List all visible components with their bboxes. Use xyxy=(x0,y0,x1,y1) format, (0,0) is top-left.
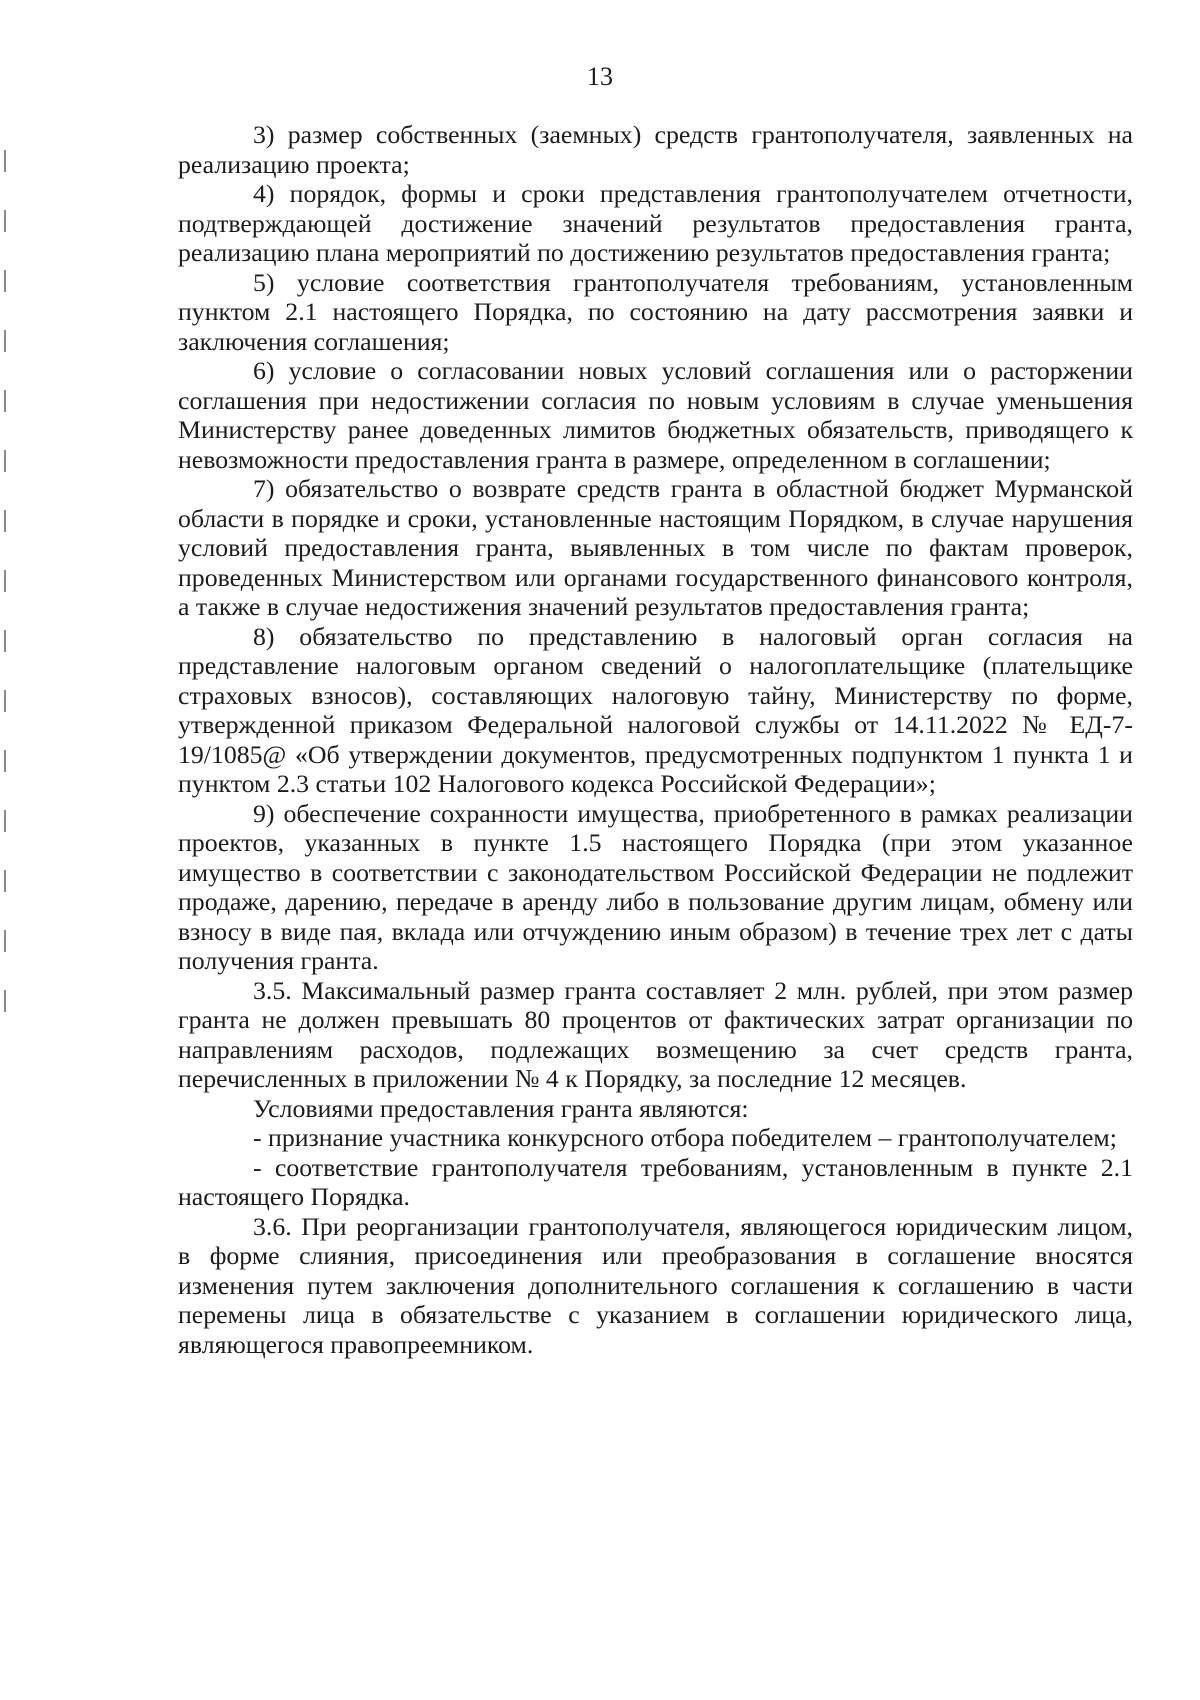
document-body xyxy=(178,120,1133,1359)
paragraph-condition-2: - соответствие грантополучателя требованиям, установленным в пункте 2.1 настоящего Порядка. xyxy=(178,1152,1133,1211)
paragraph-item-5: 5) условие соответствия грантополучателя требованиям, установленным пунктом 2.1 настоящего Порядка, по состоянию на дату рассмотрения заявки и заключения соглашения; xyxy=(178,267,1133,356)
scan-edge-mark xyxy=(4,150,6,1030)
paragraph-section-3-5: 3.5. Максимальный размер гранта составляет 2 млн. рублей, при этом размер гранта не должен превышать 80 процентов от фактических затрат организации по направлениям расходов, подлежащих возмещению за счет средств гранта, перечисленных в приложении № 4 к Порядку, за последние 12 месяцев. xyxy=(178,975,1133,1093)
paragraph-conditions-heading: Условиями предоставления гранта являются: xyxy=(253,1093,749,1123)
paragraph-item-9: 9) обеспечение сохранности имущества, приобретенного в рамках реализации проектов, указанных в пункте 1.5 настоящего Порядка (при этом указанное имущество в соответствии с законодательством Российской Федерации не подлежит продаже, дарению, передаче в аренду либо в пользование другим лицам, обмену или взносу в виде пая, вклада или отчуждению иным образом) в течение трех лет с даты получения гранта. xyxy=(178,798,1133,975)
paragraph-item-4: 4) порядок, формы и сроки представления грантополучателем отчетности, подтверждающей достижение значений результатов предоставления гранта, реализацию плана мероприятий по достижению результатов предоставления гранта; xyxy=(178,179,1133,267)
paragraph-item-6: 6) условие о согласовании новых условий соглашения или о расторжении соглашения при недостижении согласия по новым условиям в случае уменьшения Министерству ранее доведенных лимитов бюджетных обязательств, приводящего к невозможности предоставления гранта в размере, определенном в соглашении; xyxy=(178,356,1133,474)
page-number: 13 xyxy=(587,62,613,91)
paragraph-item-3: 3) размер собственных (заемных) средств грантополучателя, заявленных на реализацию проекта; xyxy=(178,120,1133,179)
paragraph-section-3-6: 3.6. При реорганизации грантополучателя, являющегося юридическим лицом, в форме слияния, присоединения или преобразования в соглашение вносятся изменения путем заключения дополнительного соглашения к соглашению в части перемены лица в обязательстве с указанием в соглашении юридического лица, являющегося правопреемником. xyxy=(178,1211,1133,1359)
paragraph-item-7: 7) обязательство о возврате средств гранта в областной бюджет Мурманской области в порядке и сроки, установленные настоящим Порядком, в случае нарушения условий предоставления гранта, выявленных в том числе по фактам проверок, проведенных Министерством или органами государственного финансового контроля, а также в случае недостижения значений результатов предоставления гранта; xyxy=(178,474,1133,621)
paragraph-item-8: 8) обязательство по представлению в налоговый орган согласия на представление налоговым органом сведений о налогоплательщике (плательщике страховых взносов), составляющих налоговую тайну, Министерству по форме, утвержденной приказом Федеральной налоговой службы от 14.11.2022 № ЕД-7-19/1085@ «Об утверждении документов, предусмотренных подпунктом 1 пункта 1 и пунктом 2.3 статьи 102 Налогового кодекса Российской Федерации»; xyxy=(178,621,1133,798)
paragraph-condition-1: - признание участника конкурсного отбора победителем – грантополучателем; xyxy=(253,1123,1117,1152)
